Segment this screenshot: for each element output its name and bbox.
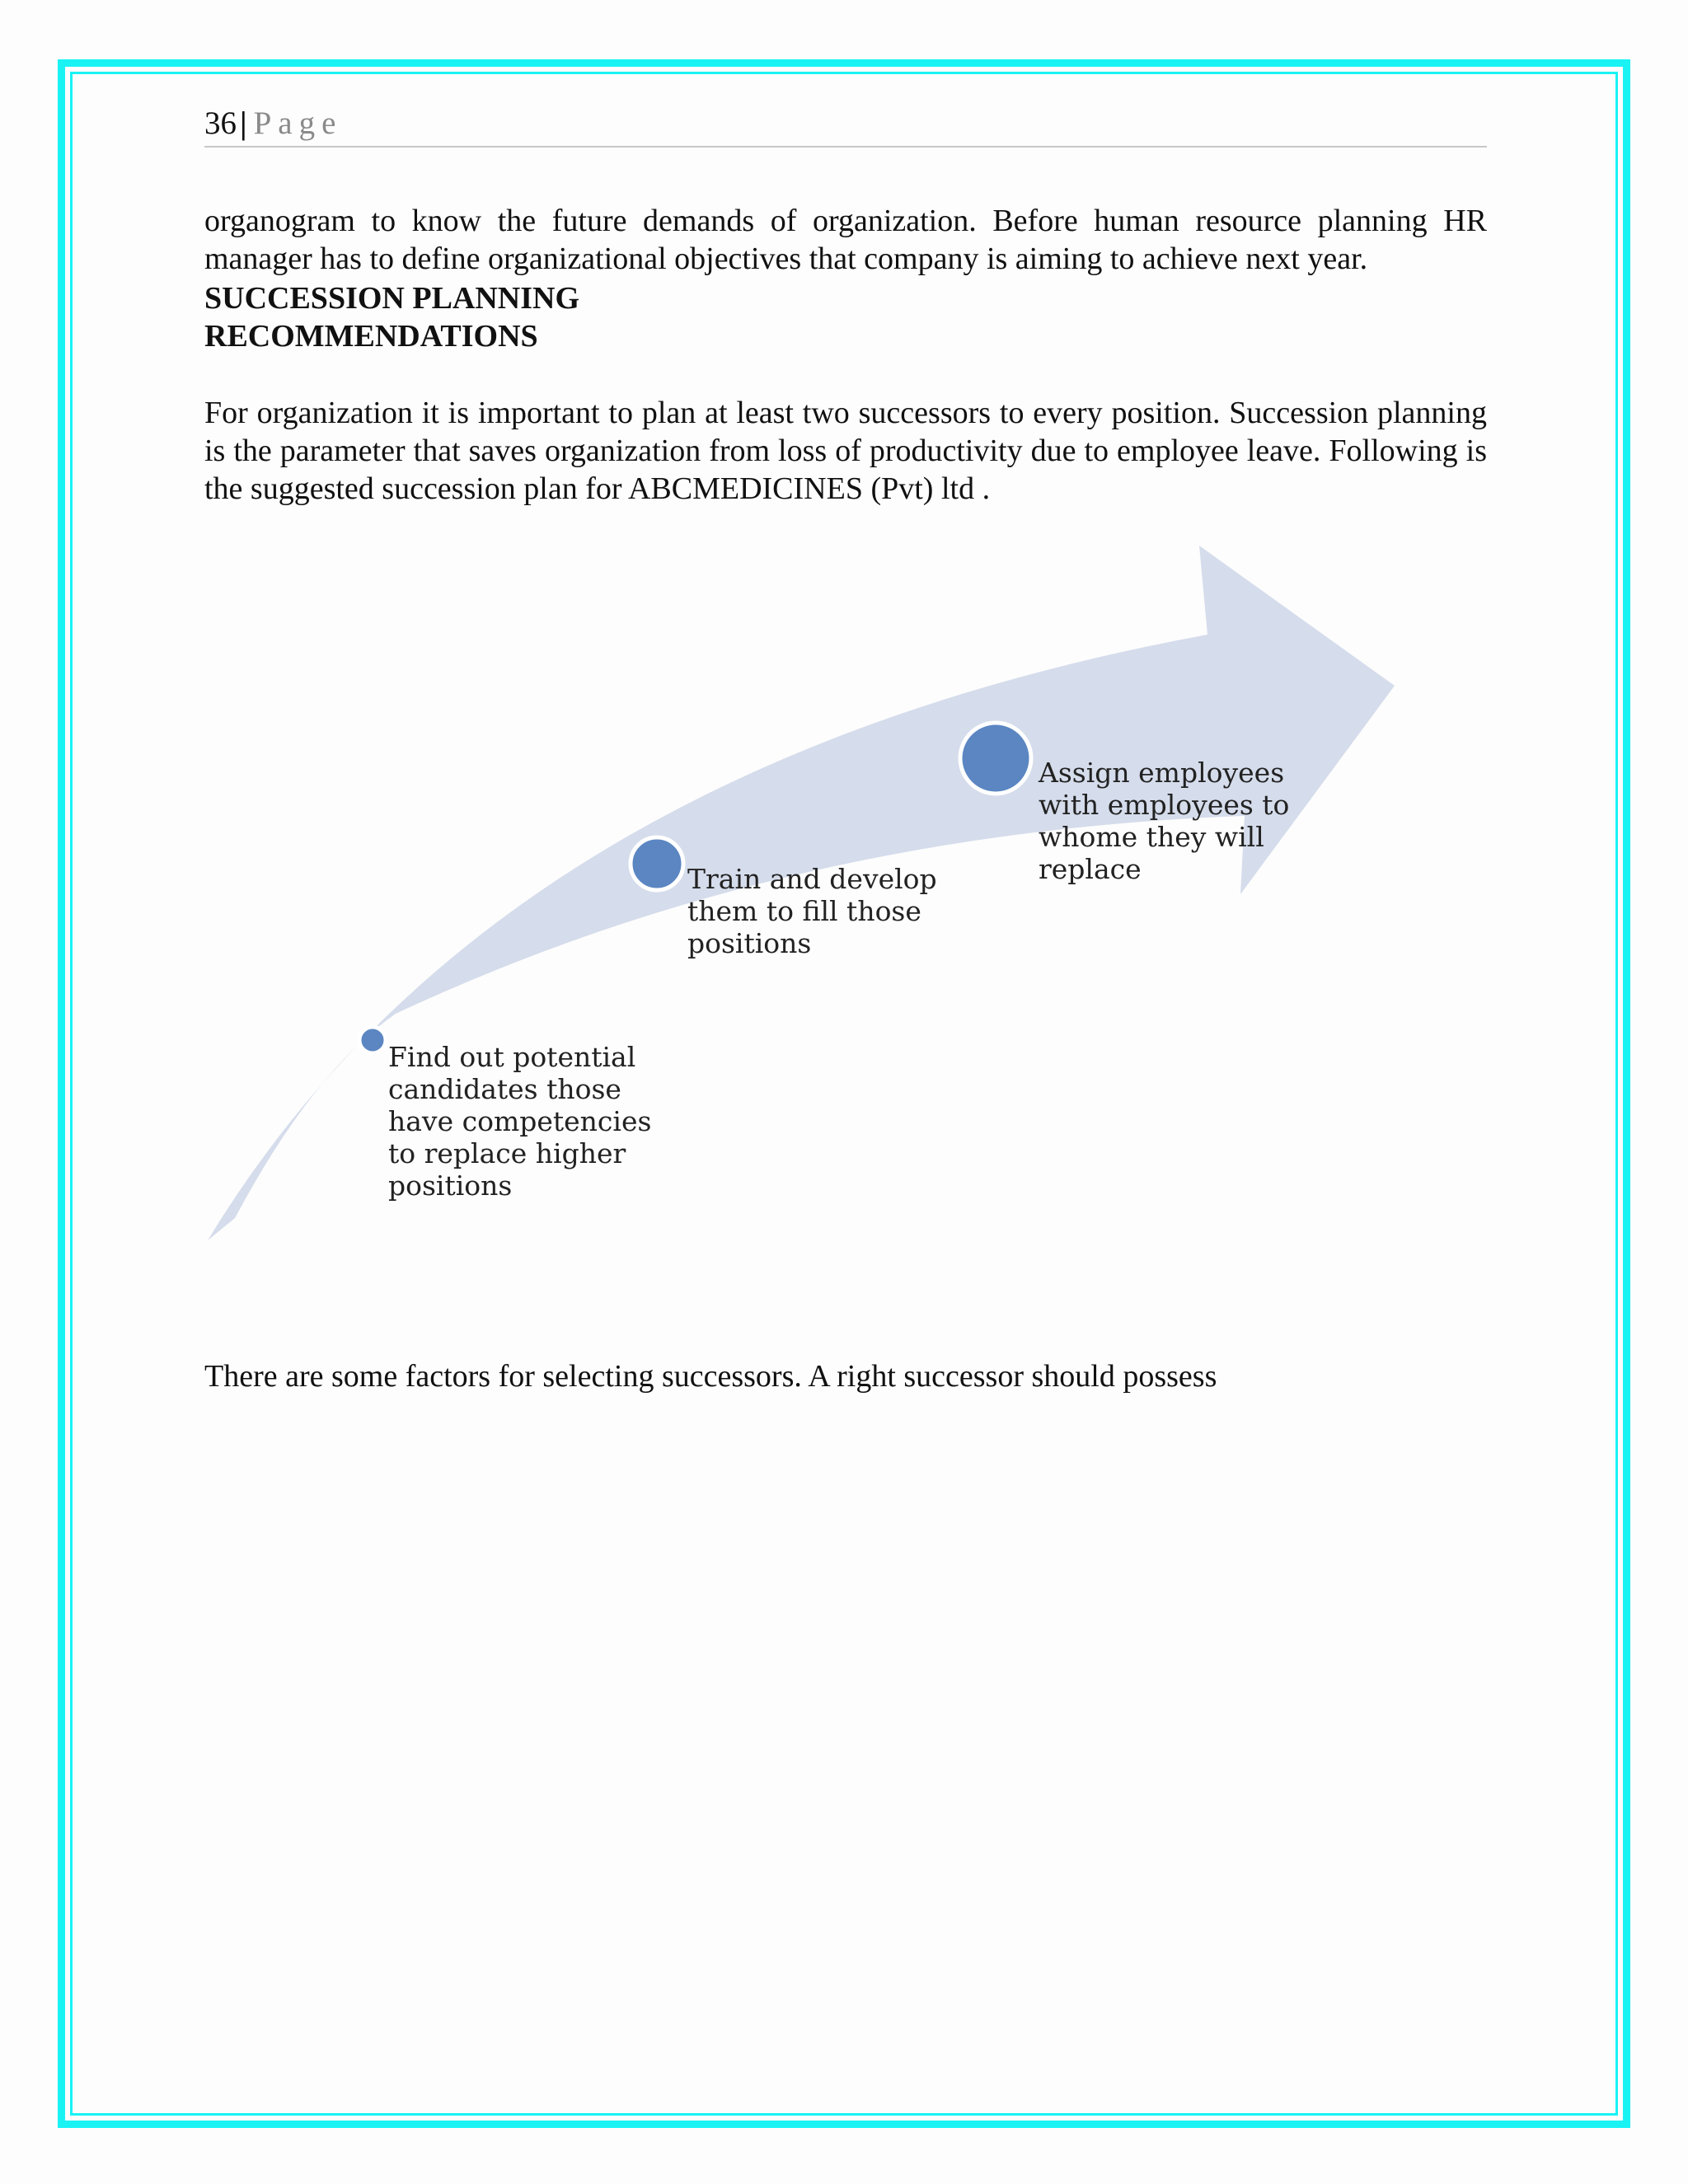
succession-plan-diagram [198,536,1409,1261]
header-separator: | [240,105,247,141]
step-2-label [687,863,945,959]
step-2-node [631,837,683,890]
section-heading-recommendations: RECOMMENDATIONS [204,319,538,354]
section-heading-succession: SUCCESSION PLANNING [204,281,580,316]
step-1-line-3: have competencies [388,1105,652,1137]
step-1-line-1: Find out potential [388,1041,636,1073]
step-3-line-1: Assign employees [1039,757,1285,789]
page-number: 36 [204,105,237,141]
step-3-line-4: replace [1039,853,1142,885]
factors-paragraph: There are some factors for selecting successors. A right successor should possess [204,1359,1217,1394]
intro-paragraph: organogram to know the future demands of organization. Before human resource planning HR manager has to define organizational objectives that company is aiming to achieve next year. [204,204,1487,276]
succession-paragraph: For organization it is important to plan at least two successors to every position. Succession planning is the parameter that saves organization from loss of productivity due to employee leave. Following is the suggested succession plan for ABCMEDICINES (Pvt) ltd . [204,396,1487,506]
step-1-line-2: candidates those [388,1073,621,1105]
step-1-line-5: positions [388,1169,513,1202]
step-3-line-3: whome they will [1039,821,1264,853]
step-1-node [359,1027,386,1053]
step-2-line-2: them to fill those [687,895,921,927]
step-1-label [388,1041,660,1202]
page-label: Page [253,105,343,141]
step-1-line-4: to replace higher [388,1137,626,1169]
step-3-line-2: with employees to [1039,789,1290,821]
step-3-node [960,723,1031,794]
step-2-line-1: Train and develop [687,863,937,895]
step-2-line-3: positions [687,927,812,959]
page-header [204,101,1487,148]
